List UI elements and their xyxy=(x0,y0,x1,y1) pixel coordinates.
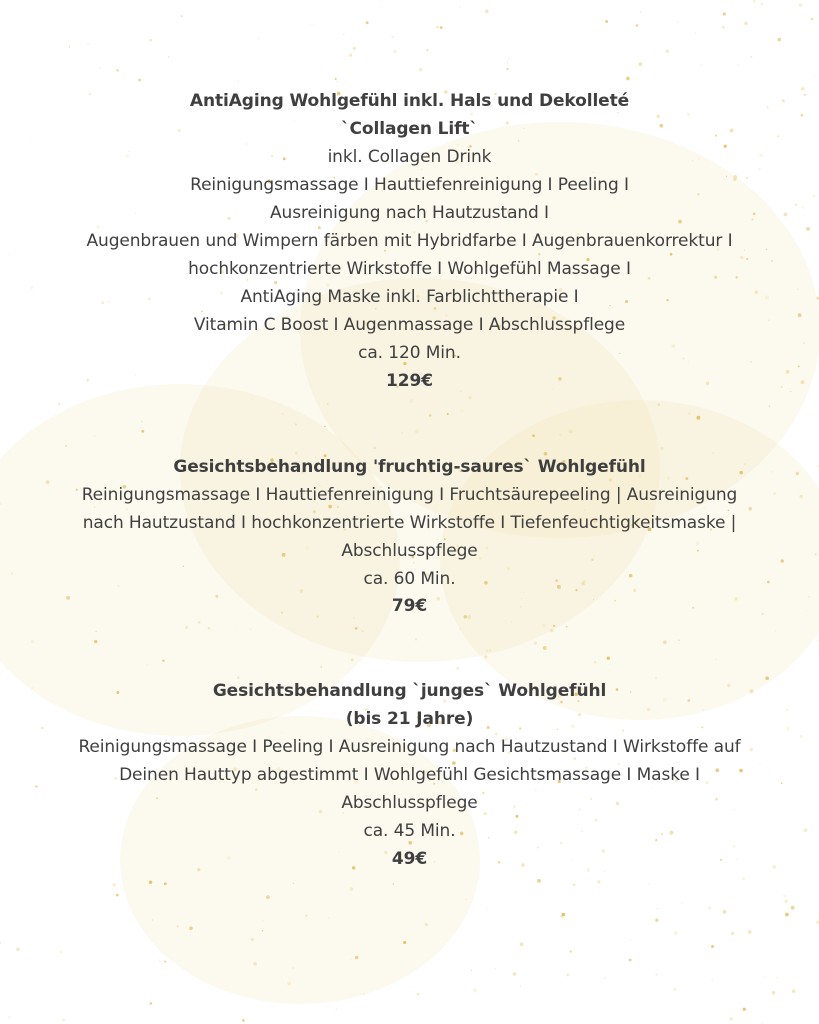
glitter-speck xyxy=(349,54,352,57)
glitter-speck xyxy=(305,915,307,917)
glitter-speck xyxy=(553,625,555,627)
glitter-speck xyxy=(351,959,352,960)
treatment-price: 79€ xyxy=(391,596,428,616)
glitter-speck xyxy=(785,913,789,917)
glitter-speck xyxy=(681,903,683,905)
glitter-speck xyxy=(251,938,254,941)
glitter-speck xyxy=(410,399,414,403)
treatment-description-line: Deinen Hauttyp abgestimmt I Wohlgefühl Gesichtsmassage I Maske I xyxy=(119,765,700,785)
glitter-speck xyxy=(604,977,605,978)
glitter-speck xyxy=(655,919,658,922)
glitter-speck xyxy=(0,942,1,943)
glitter-speck xyxy=(799,3,803,7)
glitter-speck xyxy=(629,959,632,962)
glitter-speck xyxy=(811,18,814,21)
glitter-speck xyxy=(189,927,193,931)
glitter-speck xyxy=(708,907,710,909)
glitter-speck xyxy=(287,982,291,986)
glitter-speck xyxy=(350,887,353,890)
glitter-speck xyxy=(429,414,432,417)
glitter-speck xyxy=(293,883,294,884)
glitter-speck xyxy=(666,50,670,54)
glitter-speck xyxy=(534,641,538,645)
glitter-speck xyxy=(532,434,535,437)
glitter-speck xyxy=(311,24,312,25)
glitter-speck xyxy=(392,36,394,38)
glitter-speck xyxy=(327,403,328,404)
glitter-speck xyxy=(729,1017,733,1021)
glitter-speck xyxy=(688,412,691,415)
glitter-speck xyxy=(783,894,786,897)
glitter-speck xyxy=(748,930,752,934)
treatment-price: 129€ xyxy=(386,371,433,391)
glitter-speck xyxy=(149,880,153,884)
glitter-speck xyxy=(489,649,491,651)
glitter-speck xyxy=(531,414,532,415)
glitter-speck xyxy=(181,15,183,17)
glitter-speck xyxy=(415,430,419,434)
glitter-speck xyxy=(159,960,160,961)
glitter-speck xyxy=(537,879,541,883)
glitter-speck xyxy=(791,906,795,910)
glitter-speck xyxy=(65,445,67,447)
glitter-speck xyxy=(461,409,464,412)
glitter-speck xyxy=(761,3,764,6)
glitter-speck xyxy=(419,68,423,72)
glitter-speck xyxy=(742,877,745,880)
glitter-speck xyxy=(351,658,354,661)
glitter-speck xyxy=(59,950,62,953)
glitter-speck xyxy=(150,1002,153,1005)
glitter-speck xyxy=(141,430,144,433)
glitter-speck xyxy=(609,664,610,665)
glitter-speck xyxy=(152,919,153,920)
glitter-speck xyxy=(262,930,264,932)
glitter-speck xyxy=(750,56,752,58)
glitter-speck xyxy=(544,68,545,69)
glitter-speck xyxy=(573,884,576,887)
glitter-speck xyxy=(459,628,461,630)
glitter-speck xyxy=(94,436,95,437)
glitter-speck xyxy=(663,640,667,644)
glitter-speck xyxy=(403,941,406,944)
glitter-speck xyxy=(543,646,547,650)
glitter-speck xyxy=(415,638,417,640)
treatment-duration: ca. 60 Min. xyxy=(363,569,456,589)
glitter-speck xyxy=(343,34,344,35)
glitter-speck xyxy=(677,21,678,22)
glitter-speck xyxy=(253,962,257,966)
glitter-speck xyxy=(58,403,61,406)
glitter-speck xyxy=(116,69,119,72)
glitter-speck xyxy=(769,405,771,407)
glitter-speck xyxy=(361,630,363,632)
glitter-speck xyxy=(198,621,200,623)
glitter-speck xyxy=(656,974,658,976)
glitter-speck xyxy=(559,434,561,436)
glitter-speck xyxy=(817,639,818,640)
glitter-speck xyxy=(94,640,97,643)
treatment-duration: ca. 45 Min. xyxy=(363,821,456,841)
glitter-speck xyxy=(775,631,776,632)
glitter-speck xyxy=(764,976,765,977)
glitter-speck xyxy=(723,910,727,914)
glitter-speck xyxy=(674,931,678,935)
treatment-description-line: Abschlusspflege xyxy=(341,541,478,561)
glitter-speck xyxy=(486,908,488,910)
glitter-speck xyxy=(16,947,19,950)
glitter-speck xyxy=(660,447,663,450)
glitter-speck xyxy=(8,1016,11,1019)
glitter-speck xyxy=(520,942,524,946)
glitter-speck xyxy=(69,46,70,47)
glitter-speck xyxy=(411,986,412,987)
glitter-speck xyxy=(638,62,642,66)
glitter-speck xyxy=(337,80,339,82)
glitter-speck xyxy=(696,416,700,420)
glitter-speck xyxy=(813,76,815,78)
glitter-speck xyxy=(722,26,725,29)
glitter-speck xyxy=(715,659,717,661)
glitter-speck xyxy=(116,894,119,897)
glitter-speck xyxy=(566,974,569,977)
treatment-title-line-2: `Collagen Lift` xyxy=(341,119,478,139)
glitter-speck xyxy=(743,1008,746,1011)
glitter-speck xyxy=(513,972,516,975)
glitter-speck xyxy=(507,62,508,63)
glitter-speck xyxy=(355,627,358,630)
glitter-speck xyxy=(381,1,382,2)
treatment-description-line: hochkonzentrierte Wirkstoffe I Wohlgefühl Massage I xyxy=(188,259,631,279)
glitter-speck xyxy=(295,423,297,425)
treatment-duration: ca. 120 Min. xyxy=(358,343,461,363)
glitter-speck xyxy=(570,950,572,952)
glitter-speck xyxy=(426,49,428,51)
glitter-speck xyxy=(784,900,787,903)
glitter-speck xyxy=(495,968,496,969)
glitter-speck xyxy=(542,624,545,627)
glitter-speck xyxy=(607,657,610,660)
glitter-speck xyxy=(238,81,239,82)
glitter-speck xyxy=(440,26,443,29)
treatment-description-line: nach Hautzustand I hochkonzentrierte Wirkstoffe I Tiefenfeuchtigkeitsmaske | xyxy=(82,513,737,533)
glitter-speck xyxy=(657,908,658,909)
treatment-description-line: Reinigungsmassage I Peeling I Ausreinigung nach Hautzustand I Wirkstoffe auf xyxy=(78,737,741,757)
glitter-speck xyxy=(631,940,632,941)
glitter-speck xyxy=(363,993,365,995)
glitter-speck xyxy=(387,663,388,664)
glitter-speck xyxy=(320,666,321,667)
glitter-speck xyxy=(141,421,143,423)
glitter-speck xyxy=(87,43,89,45)
glitter-speck xyxy=(164,960,166,962)
glitter-speck xyxy=(650,644,651,645)
glitter-speck xyxy=(252,399,253,400)
glitter-speck xyxy=(566,626,568,628)
glitter-speck xyxy=(262,920,263,921)
glitter-speck xyxy=(282,413,283,414)
glitter-speck xyxy=(168,56,169,57)
treatment-description-line: Reinigungsmassage I Hauttiefenreinigung I Fruchtsäurepeeling | Ausreinigung xyxy=(81,485,738,505)
glitter-speck xyxy=(164,882,167,885)
glitter-speck xyxy=(486,650,489,653)
treatment-price: 49€ xyxy=(391,849,428,869)
glitter-speck xyxy=(335,78,337,80)
glitter-speck xyxy=(149,39,152,42)
glitter-speck xyxy=(569,429,573,433)
glitter-speck xyxy=(550,629,554,633)
glitter-speck xyxy=(374,447,377,450)
glitter-speck xyxy=(393,883,394,884)
glitter-speck xyxy=(471,970,472,971)
glitter-speck xyxy=(658,404,660,406)
glitter-speck xyxy=(96,631,97,632)
glitter-speck xyxy=(465,899,466,900)
glitter-speck xyxy=(626,77,630,81)
glitter-speck xyxy=(353,47,356,50)
glitter-speck xyxy=(138,79,141,82)
glitter-speck xyxy=(292,967,294,969)
glitter-speck xyxy=(460,6,461,7)
treatment-description-line: Reinigungsmassage I Hauttiefenreinigung I Peeling I xyxy=(190,175,629,195)
glitter-speck xyxy=(355,956,358,959)
glitter-speck xyxy=(162,660,164,662)
glitter-speck xyxy=(401,432,403,434)
glitter-speck xyxy=(177,925,179,927)
glitter-speck xyxy=(506,68,508,70)
glitter-speck xyxy=(649,883,650,884)
glitter-speck xyxy=(485,10,489,14)
glitter-speck xyxy=(425,923,428,926)
glitter-speck xyxy=(258,38,260,40)
glitter-speck xyxy=(778,38,782,42)
glitter-speck xyxy=(242,1019,245,1022)
glitter-speck xyxy=(700,64,702,66)
treatment-description-line: Augenbrauen und Wimpern färben mit Hybridfarbe I Augenbrauenkorrektur I xyxy=(86,231,733,251)
glitter-speck xyxy=(185,626,188,629)
glitter-speck xyxy=(447,413,449,415)
glitter-speck xyxy=(31,640,34,643)
glitter-speck xyxy=(731,932,734,935)
glitter-speck xyxy=(753,0,755,2)
glitter-speck xyxy=(772,991,776,995)
glitter-speck xyxy=(511,621,513,623)
glitter-speck xyxy=(737,64,739,66)
glitter-speck xyxy=(0,674,1,675)
treatment-description-line: inkl. Collagen Drink xyxy=(327,147,492,167)
glitter-speck xyxy=(599,410,600,411)
glitter-speck xyxy=(62,1019,65,1022)
glitter-speck xyxy=(605,20,608,23)
glitter-speck xyxy=(640,11,641,12)
glitter-speck xyxy=(366,21,369,24)
glitter-speck xyxy=(456,667,459,670)
treatment-title-line-2: (bis 21 Jahre) xyxy=(345,709,474,729)
treatment-title-line-1: Gesichtsbehandlung 'fruchtig-saures` Wohlgefühl xyxy=(173,457,646,477)
glitter-speck xyxy=(712,979,713,980)
glitter-speck xyxy=(597,880,600,883)
glitter-speck xyxy=(744,22,747,25)
glitter-speck xyxy=(711,945,714,948)
glitter-speck xyxy=(324,426,326,428)
treatment-description-line: Ausreinigung nach Hautzustand I xyxy=(270,203,549,223)
glitter-speck xyxy=(509,58,510,59)
treatment-title-line-1: Gesichtsbehandlung `junges` Wohlgefühl xyxy=(212,681,607,701)
treatment-description-line: Abschlusspflege xyxy=(341,793,478,813)
glitter-speck xyxy=(147,664,149,666)
glitter-speck xyxy=(99,67,101,69)
glitter-speck xyxy=(250,628,252,630)
glitter-speck xyxy=(208,627,210,629)
glitter-speck xyxy=(636,24,638,26)
glitter-speck xyxy=(678,640,680,642)
treatment-description-line: AntiAging Maske inkl. Farblichttherapie I xyxy=(240,287,579,307)
glitter-speck xyxy=(560,915,563,918)
treatment-title-line-1: AntiAging Wohlgefühl inkl. Hals und Dekolleté xyxy=(189,91,630,111)
glitter-speck xyxy=(776,977,777,978)
glitter-speck xyxy=(436,26,438,28)
glitter-speck xyxy=(723,12,726,15)
glitter-speck xyxy=(594,661,597,664)
glitter-speck xyxy=(473,988,477,992)
glitter-speck xyxy=(484,655,487,658)
glitter-speck xyxy=(520,985,521,986)
glitter-speck xyxy=(394,50,397,53)
glitter-speck xyxy=(694,32,696,34)
treatment-description-line: Vitamin C Boost I Augenmassage I Abschlusspflege xyxy=(193,315,626,335)
glitter-speck xyxy=(673,988,676,991)
glitter-speck xyxy=(417,993,419,995)
glitter-speck xyxy=(112,883,116,887)
glitter-speck xyxy=(336,1009,337,1010)
glitter-speck xyxy=(468,396,472,400)
glitter-speck xyxy=(236,625,237,626)
glitter-speck xyxy=(328,917,330,919)
glitter-speck xyxy=(792,990,795,993)
glitter-speck xyxy=(266,895,270,899)
